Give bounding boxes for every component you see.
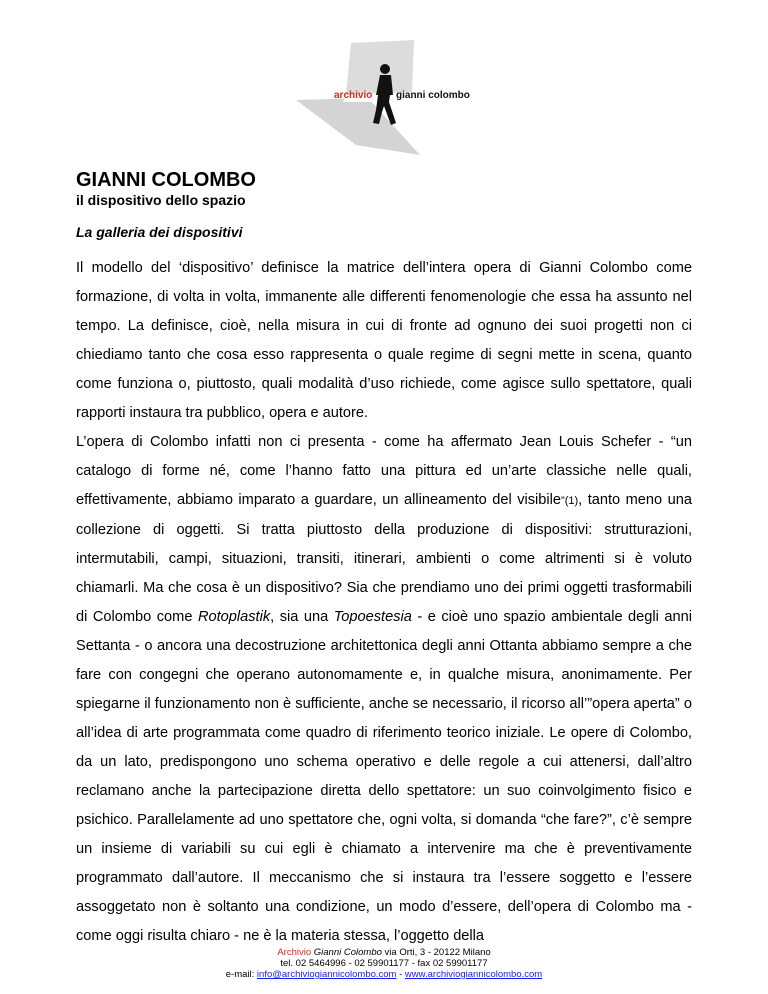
- body-text: [76, 254, 692, 951]
- work-title-topoestesia: Topoestesia: [333, 609, 412, 625]
- work-title-rotoplastik: Rotoplastik: [197, 609, 271, 625]
- footer-archivio: Archivio: [277, 947, 312, 958]
- footer-phones: tel. 02 5464996 - 02 59901177 - fax 02 59901177: [280, 958, 488, 969]
- paragraph-2-part-c: , sia una: [270, 609, 334, 625]
- page-footer: [0, 947, 768, 980]
- website-link[interactable]: www.archiviogiannicolombo.com: [404, 969, 543, 980]
- logo-archivio-text: archivio: [334, 90, 373, 101]
- logo-name-text: gianni colombo: [396, 90, 470, 101]
- page-title: GIANNI COLOMBO: [76, 169, 256, 191]
- section-heading: La galleria dei dispositivi: [76, 224, 243, 240]
- footer-email-label: e-mail:: [225, 969, 257, 980]
- paragraph-2-part-d: - e cioè uno spazio ambientale degli anni Settanta - o ancora una decostruzione architettonica degli anni Ottanta abbiamo sempre a che fare con congegni che operano autonomamente e, in qualche misura, anonimamente. Per spiegarne il funzionamento non è sufficiente, anche se necessario, il ricorso all’”opera aperta” o all’idea di arte programmata come quadro di riferimento teorico iniziale. Le opere di Colombo, da un lato, predispongono uno schema operativo e delle regole a cui attenersi, dall’altro reclamano anche la partecipazione diretta dello spettatore: un suo coinvolgimento fisico e psichico. Parallelamente ad uno spettatore che, ogni volta, si domanda “che fare?”, c’è sempre un insieme di variabili su cui egli è chiamato a intervenire ma che è preventivamente programmato dall’autore. Il meccanismo che si instaura tra l’essere soggetto e l’essere assoggetato non è soltanto una condizione, un modo d’essere, dell’opera di Colombo ma - come oggi risulta chiaro - ne è la materia stessa, l’oggetto della: [76, 609, 692, 944]
- archive-logo: [296, 40, 476, 155]
- footer-name: Gianni Colombo: [313, 947, 382, 958]
- footnote-ref: ”(1): [561, 495, 579, 507]
- page-subtitle: il dispositivo dello spazio: [76, 192, 246, 208]
- logo-gray-plane-lower: [296, 98, 420, 155]
- paragraph-2-part-a: L’opera di Colombo infatti non ci presenta - come ha affermato Jean Louis Schefer - “un catalogo di forme né, come l’hanno fatto una pittura ed un’arte classiche nelle quali, effettivamente, abbiamo imparato a guardare, un allineamento del visibile: [76, 434, 692, 508]
- paragraph-2-part-b: , tanto meno una collezione di oggetti. Si tratta piuttosto della produzione di dispositivi: strutturazioni, intermutabili, campi, situazioni, transiti, itinerari, ambienti o come altrimenti si è voluto chiamarli. Ma che cosa è un dispositivo? Sia che prendiamo uno dei primi oggetti trasformabili di Colombo come: [76, 492, 692, 625]
- footer-address-line: [0, 947, 768, 958]
- paragraph-2: [76, 428, 692, 951]
- paragraph-1: Il modello del ‘dispositivo’ definisce la matrice dell’intera opera di Gianni Colombo come formazione, di volta in volta, immanente alle differenti fenomenologie che essa ha assunto nel tempo. La definisce, cioè, nella misura in cui di fronte ad ognuno dei suoi progetti non ci chiediamo tanto che cosa esso rappresenta o quale regime di segni mette in scena, quanto come funziona o, piuttosto, quali modalità d’uso richiede, come agisce sullo spettatore, quali rapporti instaura tra pubblico, opera e autore.: [76, 260, 692, 421]
- footer-address: via Orti, 3 - 20122 Milano: [381, 947, 491, 958]
- email-link[interactable]: info@archiviogiannicolombo.com: [256, 969, 397, 980]
- footer-separator: -: [396, 969, 405, 980]
- footer-contacts-line: [0, 969, 768, 980]
